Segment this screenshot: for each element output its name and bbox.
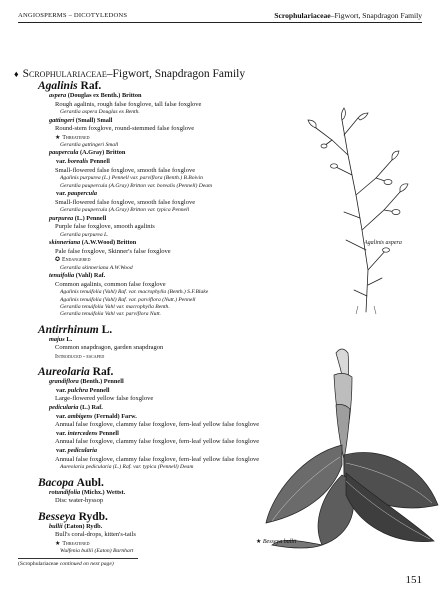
species-epithet: rotundifolia [49, 488, 81, 496]
variety-epithet: paupercula [67, 189, 98, 197]
genus-heading [38, 80, 306, 92]
species-epithet: grandiflora [49, 378, 79, 386]
species-epithet: paupercula [49, 149, 79, 157]
variety-epithet: pulchra [67, 386, 88, 394]
synonym: Gerardia skinneriana A.W.Wood [60, 264, 133, 271]
common-name: Bull's coral-drops, kitten's-tails [55, 531, 136, 539]
variety-entry: var. paupercula [56, 189, 98, 197]
species-epithet: purpurea [49, 214, 74, 222]
footer-note [18, 561, 114, 567]
synonym: Gerardia gattingeri Small [60, 141, 119, 148]
family-common: –Figwort, Snapdragon Family [106, 68, 246, 80]
footer-rule [18, 558, 138, 559]
variety-entry: var. pedicularia [56, 446, 98, 454]
common-name: Purple false foxglove, smooth agalinis [55, 223, 155, 231]
species-entry [49, 215, 306, 224]
variety-entry: var. pulchra Pennell [56, 386, 110, 394]
footer-continued: continued on next page) [59, 561, 114, 567]
species-epithet: aspera [49, 92, 67, 99]
variety-epithet: pedicularia [67, 446, 98, 454]
variety-author: Pennell [89, 157, 110, 165]
species-entry [49, 149, 306, 158]
diamond-icon: ♦ [14, 69, 19, 79]
variety-epithet: borealis [67, 157, 89, 165]
species-author: (Vahl) Raf. [75, 271, 106, 279]
variety-epithet: ambigens [67, 412, 93, 420]
variety-author: Pennell [98, 429, 119, 437]
species-entry [49, 336, 306, 345]
species-author: (Eaton) Rydb. [64, 522, 103, 530]
synonym: Gerardia aspera Douglas ex Benth. [60, 109, 140, 116]
genus-name: Antirrhinum [38, 323, 99, 336]
genus-name: Bacopa [38, 476, 74, 489]
species-epithet: bullii [49, 522, 63, 530]
synonym: Gerardia purpurea L. [60, 231, 109, 238]
species-author: (Small) Small [75, 116, 113, 124]
species-entry [49, 272, 306, 281]
species-epithet: majus [49, 335, 65, 343]
status-label [55, 256, 306, 264]
variety-author: (Fernald) Farw. [94, 412, 137, 420]
genus-name: Besseya [38, 510, 76, 523]
status-text: Endangered [62, 257, 91, 264]
species-entry [49, 117, 306, 126]
species-author: (Douglas ex Benth.) Britton [67, 92, 142, 99]
synonym: Gerardia paupercula (A.Gray) Britton var. borealis (Pennell) Deam [60, 182, 213, 189]
species-author: (L.) Pennell [74, 214, 107, 222]
genus-name: Agalinis [38, 80, 78, 92]
genus-author: Raf. [80, 80, 102, 92]
synonym: Agalinis tenuifolia (Vahl) Raf. var. macrophylla (Benth.) S.F.Blake [60, 289, 209, 296]
genus-heading [38, 324, 306, 336]
caption-text: Besseya bullii [262, 539, 297, 545]
besseya-illustration [262, 345, 440, 550]
running-header-right [274, 11, 422, 20]
threatened-star-icon: ★ [55, 134, 61, 141]
species-epithet: skinneriana [49, 239, 81, 247]
footer-family: (Scrophulariaceae [18, 561, 59, 567]
header-family-rest: –Figwort, Snapdragon Family [330, 11, 422, 20]
common-name: Common agalinis, common false foxglove [55, 280, 166, 288]
species-author: (Benth.) Pennell [80, 378, 124, 386]
synonym: Wulfenia bullii (Eaton) Barnhart [60, 548, 134, 555]
variety-entry: var. borealis Pennell [56, 157, 110, 165]
status-label: Introduced - escaped [55, 353, 105, 360]
common-name: Small-flowered false foxglove, smooth false foxglove [55, 198, 196, 206]
variety-entry: var. intercedens Pennell [56, 429, 119, 437]
synonym: Gerardia tenuifolia Vahl var. macrophylla Benth. [60, 303, 170, 310]
threatened-star-icon: ★ [256, 539, 262, 545]
genus-author: Raf. [92, 366, 114, 379]
common-name: Annual false foxglove, clammy false foxglove, fern-leaf yellow false foxglove [55, 438, 260, 446]
species-entry [49, 92, 306, 101]
species-entry [49, 239, 306, 248]
illustration-caption [256, 538, 296, 545]
common-name: Annual false foxglove, clammy false foxglove, fern-leaf yellow false foxglove [55, 455, 260, 463]
family-heading [14, 68, 245, 80]
species-author: (A.Gray) Britton [79, 149, 126, 157]
common-name: Round-stem foxglove, round-stemmed false foxglove [55, 125, 195, 133]
header-family-bold: Scrophulariaceae [274, 11, 331, 20]
species-epithet: pedicularia [49, 403, 79, 411]
synonym: Gerardia paupercula (A.Gray) Britton var. typica Pennell [60, 207, 190, 214]
status-text: Threatened [62, 134, 90, 141]
synonym: Agalinis purpurea (L.) Pennell var. parviflora (Benth.) B.Boivin [60, 175, 203, 182]
genus-author: Aubl. [76, 476, 104, 489]
variety-author: Pennell [89, 386, 110, 394]
species-epithet: gattingeri [49, 116, 75, 124]
common-name: Rough agalinis, rough false foxglove, tall false foxglove [55, 100, 202, 108]
common-name: Small-flowered false foxglove, smooth false foxglove [55, 166, 196, 174]
status-text: Threatened [62, 540, 90, 547]
species-author: L. [66, 335, 73, 343]
common-name: Pale false foxglove, Skinner's false foxglove [55, 247, 171, 255]
common-name: Large-flowered yellow false foxglove [55, 395, 154, 403]
variety-epithet: intercedens [67, 429, 98, 437]
endangered-icon: ✪ [55, 257, 61, 264]
synonym: Gerardia tenuifolia Vahl var. parviflora Nutt. [60, 311, 161, 318]
page-number: 151 [405, 574, 422, 586]
common-name: Common snapdragon, garden snapdragon [55, 344, 164, 352]
family-name: Scrophulariaceae [22, 68, 107, 80]
genus-author: Rydb. [78, 510, 108, 523]
threatened-star-icon: ★ [55, 540, 61, 547]
common-name: Annual false foxglove, clammy false foxglove, fern-leaf yellow false foxglove [55, 421, 260, 429]
synonym: Agalinis tenuifolia (Vahl) Raf. var. parviflora (Nutt.) Pennell [60, 296, 196, 303]
status-label [55, 134, 306, 142]
species-epithet: tenuifolia [49, 271, 75, 279]
species-author: (A.W.Wood) Britton [81, 239, 137, 247]
illustration-caption: Agalinis aspera [364, 240, 402, 246]
running-header-left: ANGIOSPERMS – DICOTYLEDONS [18, 12, 128, 19]
genus-name: Aureolaria [38, 366, 90, 379]
species-author: (Michx.) Wettst. [81, 488, 126, 496]
common-name: Disc water-hyssop [55, 497, 104, 505]
genus-author: L. [101, 323, 113, 336]
agalinis-illustration [296, 100, 414, 315]
variety-entry: var. ambigens (Fernald) Farw. [56, 412, 137, 420]
species-author: (L.) Raf. [79, 403, 103, 411]
synonym: Aureolaria pedicularia (L.) Raf. var. typica (Pennell) Deam [60, 464, 194, 471]
header-rule [18, 22, 422, 23]
